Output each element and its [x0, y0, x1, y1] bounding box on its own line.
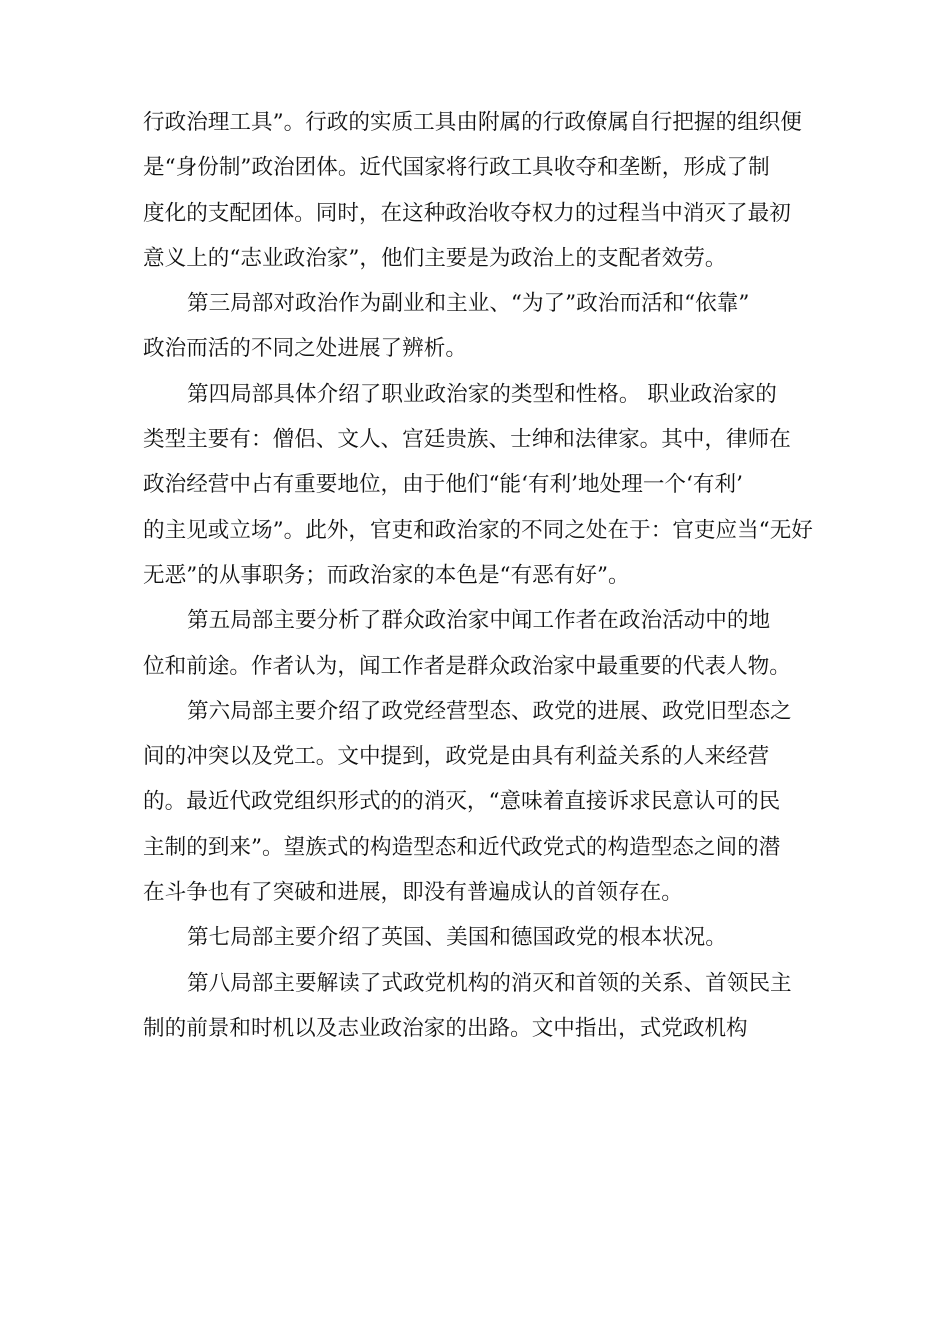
text-line: 类型主要有：僧侣、文人、宫廷贵族、士绅和法律家。其中，律师在: [143, 427, 791, 453]
text-line: 政治而活的不同之处进展了辨析。: [143, 336, 467, 362]
text-line: 位和前途。作者认为，闻工作者是群众政治家中最重要的代表人物。: [143, 653, 791, 679]
text-line: 政治经营中占有重要地位，由于他们“能‘有利’地处理一个‘有利’: [143, 472, 743, 498]
text-line: 是“身份制”政治团体。近代国家将行政工具收夺和垄断，形成了制: [143, 155, 770, 181]
paragraph-first-line: 第七局部主要介绍了英国、美国和德国政党的根本状况。: [187, 925, 727, 951]
text-line: 主制的到来”。望族式的构造型态和近代政党式的构造型态之间的潜: [143, 834, 781, 860]
text-line: 意义上的“志业政治家”，他们主要是为政治上的支配者效劳。: [143, 245, 727, 271]
text-line: 度化的支配团体。同时，在这种政治收夺权力的过程当中消灭了最初: [143, 200, 791, 226]
paragraph-first-line: 第五局部主要分析了群众政治家中闻工作者在政治活动中的地: [187, 608, 771, 634]
text-line: 的主见或立场”。此外，官吏和政治家的不同之处在于：官吏应当“无好: [143, 517, 813, 543]
document-body: [143, 100, 823, 1051]
text-line: 在斗争也有了突破和进展，即没有普遍成认的首领存在。: [143, 880, 683, 906]
text-line: 无恶”的从事职务；而政治家的本色是“有恶有好”。: [143, 562, 630, 588]
text-line: 间的冲突以及党工。文中提到，政党是由具有利益关系的人来经营: [143, 744, 770, 770]
paragraph-first-line: 第八局部主要解读了式政党机构的消灭和首领的关系、首领民主: [187, 970, 792, 996]
text-line: 制的前景和时机以及志业政治家的出路。文中指出，式党政机构: [143, 1015, 748, 1041]
paragraph-first-line: 第三局部对政治作为副业和主业、“为了”政治而活和“依靠”: [187, 291, 750, 317]
text-line: 的。最近代政党组织形式的的消灭，“意味着直接诉求民意认可的民: [143, 789, 781, 815]
text-line: 行政治理工具”。行政的实质工具由附属的行政僚属自行把握的组织便: [143, 110, 802, 135]
paragraph-first-line: 第四局部具体介绍了职业政治家的类型和性格。 职业政治家的: [187, 381, 777, 407]
paragraph-first-line: 第六局部主要介绍了政党经营型态、政党的进展、政党旧型态之: [187, 698, 792, 724]
